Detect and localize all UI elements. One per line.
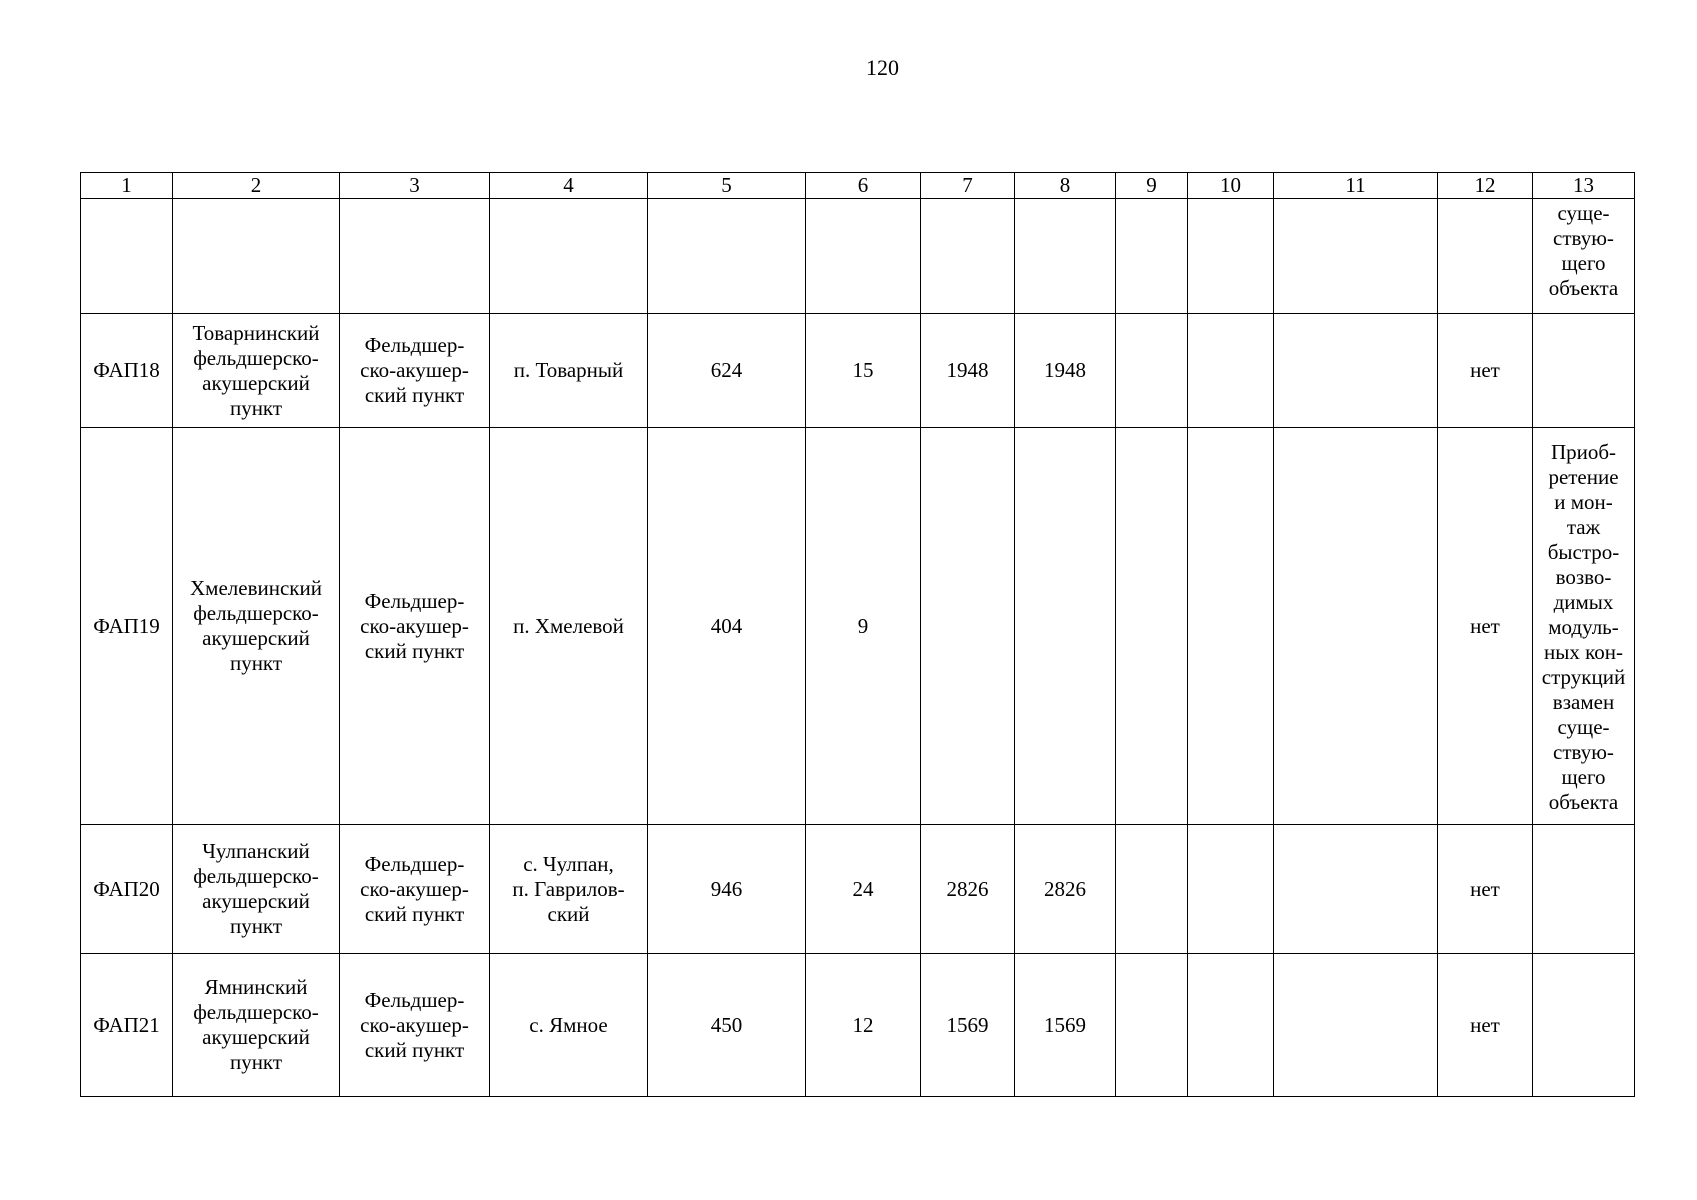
table-cell: ФАП19: [81, 428, 173, 825]
facilities-table: [80, 172, 1635, 1097]
column-header: 13: [1533, 173, 1635, 199]
table-cell: 2826: [921, 825, 1015, 954]
table-cell: [1116, 199, 1188, 314]
table-cell: [1188, 825, 1274, 954]
table-cell: [1116, 314, 1188, 428]
column-header: 9: [1116, 173, 1188, 199]
table-cell: [1188, 199, 1274, 314]
table-cell: Товарнинский фельдшерско- акушерский пункт: [173, 314, 340, 428]
table-cell: [1438, 199, 1533, 314]
table-cell: ФАП18: [81, 314, 173, 428]
table-cell: Фельдшер- ско-акушер- ский пункт: [340, 954, 490, 1097]
table-cell: с. Ямное: [490, 954, 648, 1097]
table-cell: [1188, 954, 1274, 1097]
table-cell: [921, 199, 1015, 314]
table-cell: Хмелевинский фельдшерско- акушерский пункт: [173, 428, 340, 825]
table-cell: ФАП21: [81, 954, 173, 1097]
table-row: [81, 954, 1635, 1097]
table-cell: [1274, 314, 1438, 428]
table-cell: [1116, 954, 1188, 1097]
table-cell: Чулпанский фельдшерско- акушерский пункт: [173, 825, 340, 954]
table-cell: [648, 199, 806, 314]
table-cell: Приоб- ретение и мон- таж быстро- возво- димых модуль- ных кон- струкций взамен суще- ствую- щего объекта: [1533, 428, 1635, 825]
table-cell: [490, 199, 648, 314]
table-cell: [1274, 199, 1438, 314]
table-cell: [81, 199, 173, 314]
table-cell: 404: [648, 428, 806, 825]
column-header: 10: [1188, 173, 1274, 199]
table-cell: [1015, 428, 1116, 825]
table-cell: 946: [648, 825, 806, 954]
table-cell: 1948: [1015, 314, 1116, 428]
column-header: 12: [1438, 173, 1533, 199]
column-header: 8: [1015, 173, 1116, 199]
table-cell: 9: [806, 428, 921, 825]
column-header: 6: [806, 173, 921, 199]
page-number: 120: [866, 55, 899, 80]
table-cell: [1116, 825, 1188, 954]
table-cell: 12: [806, 954, 921, 1097]
column-header: 7: [921, 173, 1015, 199]
table-cell: 1948: [921, 314, 1015, 428]
table-cell: [806, 199, 921, 314]
table-cell: ФАП20: [81, 825, 173, 954]
table-cell: п. Хмелевой: [490, 428, 648, 825]
table-cell: [1533, 954, 1635, 1097]
table-cell: нет: [1438, 314, 1533, 428]
column-header: 2: [173, 173, 340, 199]
table-cell: 624: [648, 314, 806, 428]
table-cell: нет: [1438, 428, 1533, 825]
table-cell: [1533, 825, 1635, 954]
column-header: 1: [81, 173, 173, 199]
column-header: 4: [490, 173, 648, 199]
table-cell: 1569: [1015, 954, 1116, 1097]
table-cell: 450: [648, 954, 806, 1097]
table-cell: Фельдшер- ско-акушер- ский пункт: [340, 314, 490, 428]
table-cell: 15: [806, 314, 921, 428]
table-cell: [921, 428, 1015, 825]
table-cell: [1116, 428, 1188, 825]
table-row: [81, 428, 1635, 825]
table-cell: [1533, 314, 1635, 428]
table-cell: [1274, 428, 1438, 825]
table-cell: [1188, 428, 1274, 825]
table-cell: [1015, 199, 1116, 314]
table-cell: [1274, 954, 1438, 1097]
table-cell: нет: [1438, 954, 1533, 1097]
table-cell: Ямнинский фельдшерско- акушерский пункт: [173, 954, 340, 1097]
table-cell: нет: [1438, 825, 1533, 954]
table-cell: [340, 199, 490, 314]
table-cell: 24: [806, 825, 921, 954]
column-header: 5: [648, 173, 806, 199]
table-cell: суще- ствую- щего объекта: [1533, 199, 1635, 314]
table-cell: с. Чулпан, п. Гаврилов- ский: [490, 825, 648, 954]
column-header: 11: [1274, 173, 1438, 199]
table-cell: 2826: [1015, 825, 1116, 954]
table-cell: [1274, 825, 1438, 954]
table-cell: Фельдшер- ско-акушер- ский пункт: [340, 825, 490, 954]
table-cell: [1188, 314, 1274, 428]
table-cell: Фельдшер- ско-акушер- ский пункт: [340, 428, 490, 825]
table-cell: 1569: [921, 954, 1015, 1097]
table-cell: [173, 199, 340, 314]
table-cell: п. Товарный: [490, 314, 648, 428]
table-row: [81, 314, 1635, 428]
table-row: [81, 825, 1635, 954]
table-header-row: [81, 173, 1635, 199]
column-header: 3: [340, 173, 490, 199]
table-row: [81, 199, 1635, 314]
